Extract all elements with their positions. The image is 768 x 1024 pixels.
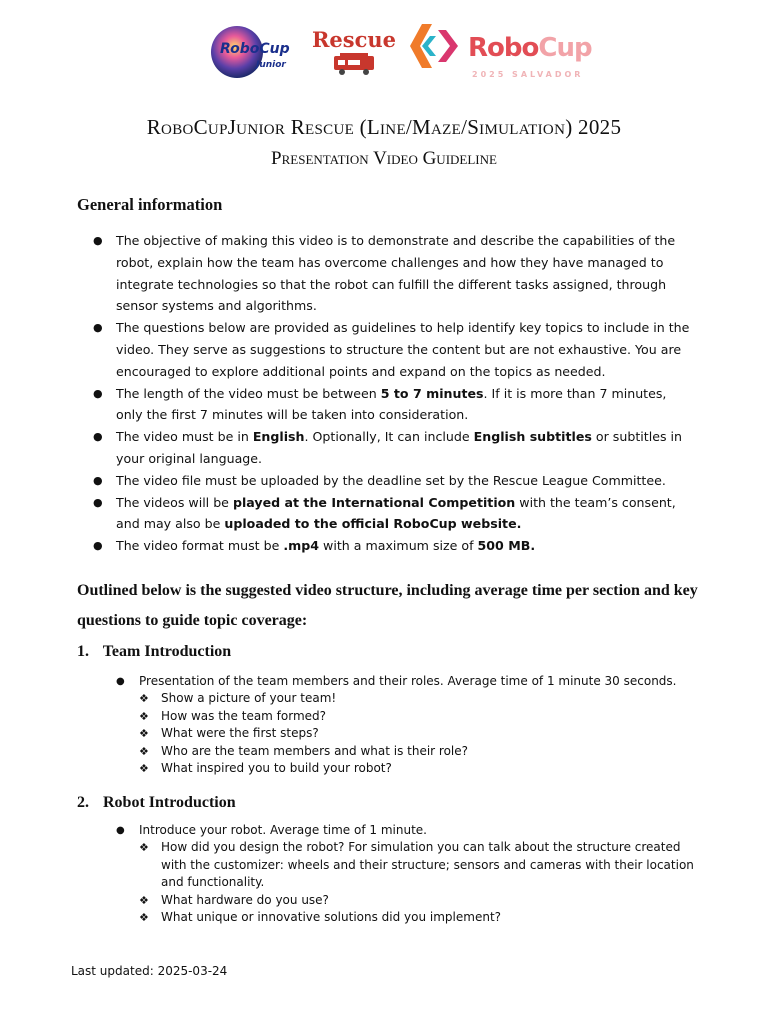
robocup-2025-logo <box>468 28 608 88</box>
general-bullet-item <box>77 470 697 492</box>
bold-text: English subtitles <box>473 429 592 445</box>
bold-text: played at the International Competition <box>232 494 516 510</box>
robocup-junior-text: RoboCup <box>220 41 290 57</box>
section-number: 2. <box>77 794 89 811</box>
robot-introduction-heading <box>77 794 236 812</box>
team-introduction-heading <box>77 643 231 661</box>
logo-banner <box>0 20 768 82</box>
question-item <box>116 743 706 760</box>
section-lead-item <box>116 822 706 839</box>
text: . Optionally, It can include <box>304 429 474 445</box>
text: The objective of making this video is to demonstrate and describe the capabilities of the robot, explain how the team has overcome challenges and how they have managed to integrate technologies so that the robot can fulfill the different tasks assigned, through sensor systems and algorithms. <box>116 233 676 314</box>
general-information-list <box>77 230 697 557</box>
bullet-icon: ● <box>116 825 125 836</box>
text: with a maximum size of <box>319 538 478 554</box>
general-bullet-item <box>77 230 697 317</box>
section-number: 1. <box>77 643 89 660</box>
question-text: What unique or innovative solutions did you implement? <box>161 910 502 925</box>
rescue-logo <box>310 28 398 82</box>
last-updated-footer: Last updated: 2025-03-24 <box>71 964 228 978</box>
general-bullet-item <box>77 535 697 557</box>
bullet-icon: ● <box>93 321 103 335</box>
question-text: How was the team formed? <box>161 708 327 723</box>
question-text: What hardware do you use? <box>161 892 329 907</box>
text: . If it is more than 7 minutes, only the first 7 minutes will be taken into consideration. <box>116 385 667 423</box>
text: The video file must be uploaded by the deadline set by the Rescue League Committee. <box>116 472 666 488</box>
text: with the team’s consent, and may also be <box>116 494 676 532</box>
section-lead-item <box>116 673 706 690</box>
question-text: Who are the team members and what is their role? <box>161 743 469 758</box>
section-lead-text: Introduce your robot. Average time of 1 minute. <box>139 823 427 837</box>
junior-text: Junior <box>256 60 286 70</box>
bold-text: 500 MB. <box>477 538 536 554</box>
bullet-icon: ● <box>93 495 103 509</box>
question-item <box>116 708 706 725</box>
section-lead-text: Presentation of the team members and their roles. Average time of 1 minute 30 seconds. <box>139 674 677 688</box>
question-item <box>116 909 706 926</box>
bold-text: 5 to 7 minutes <box>380 385 484 401</box>
general-bullet-item <box>77 426 697 470</box>
section-title: Robot Introduction <box>103 794 236 811</box>
question-text: How did you design the robot? For simulation you can talk about the structure created with the customizer: wheels and their structure; sensors and cameras with their location and functionality. <box>161 840 694 890</box>
outline-paragraph: Outlined below is the suggested video structure, including average time per section and key questions to guide topic coverage: <box>77 582 698 629</box>
text: or subtitles in your original language. <box>116 429 682 466</box>
question-text: What inspired you to build your robot? <box>161 761 392 776</box>
text: The videos will be <box>116 494 233 510</box>
bullet-icon: ● <box>93 234 103 247</box>
diamond-bullet-icon: ❖ <box>139 744 149 758</box>
bullet-icon: ● <box>93 473 103 487</box>
team-introduction-list <box>116 673 706 777</box>
diamond-bullet-icon: ❖ <box>139 762 149 776</box>
chevron-icon <box>408 22 464 70</box>
text: The length of the video must be between <box>116 385 381 401</box>
fire-truck-icon <box>310 52 398 78</box>
rescue-logo-text: Rescue <box>311 27 397 52</box>
bold-text: uploaded to the official RoboCup website. <box>224 516 522 532</box>
diamond-bullet-icon: ❖ <box>139 841 149 855</box>
diamond-bullet-icon: ❖ <box>139 692 149 706</box>
bullet-icon: ● <box>116 676 125 687</box>
text: The video must be in <box>116 429 253 445</box>
robot-introduction-list <box>116 822 706 926</box>
question-item <box>116 725 706 742</box>
question-item <box>116 839 706 891</box>
general-information-heading: General information <box>77 195 223 214</box>
question-text: What were the first steps? <box>161 726 319 741</box>
document-title: RoboCupJunior Rescue (Line/Maze/Simulation) 2025 <box>146 115 622 139</box>
question-item <box>116 892 706 909</box>
question-text: Show a picture of your team! <box>161 691 337 706</box>
general-bullet-item <box>77 317 697 382</box>
document-subtitle: Presentation Video Guideline <box>271 148 497 169</box>
bold-text: .mp4 <box>283 538 320 554</box>
diamond-bullet-icon: ❖ <box>139 727 149 741</box>
question-item <box>116 690 706 707</box>
text: The questions below are provided as guidelines to help identify key topics to include in the video. They serve as suggestions to structure the content but are not exhaustive. You are encouraged to explore additional points and expand on the topics as needed. <box>116 320 690 379</box>
bullet-icon: ● <box>93 430 103 444</box>
diamond-bullet-icon: ❖ <box>139 911 149 925</box>
robocup-2025-subtitle: 2025 SALVADOR <box>472 70 584 79</box>
text: The video format must be <box>116 538 284 554</box>
section-title: Team Introduction <box>102 643 232 660</box>
robocup-junior-logo <box>210 25 302 77</box>
bullet-icon: ● <box>93 539 103 553</box>
question-item <box>116 760 706 777</box>
diamond-bullet-icon: ❖ <box>139 709 149 723</box>
bold-text: English <box>252 429 305 445</box>
bullet-icon: ● <box>93 386 103 400</box>
general-bullet-item <box>77 383 697 427</box>
general-bullet-item <box>77 492 697 536</box>
diamond-bullet-icon: ❖ <box>139 893 149 907</box>
robocup-2025-word-b: Cup <box>538 33 592 63</box>
robocup-2025-word-a: Robo <box>468 33 539 63</box>
